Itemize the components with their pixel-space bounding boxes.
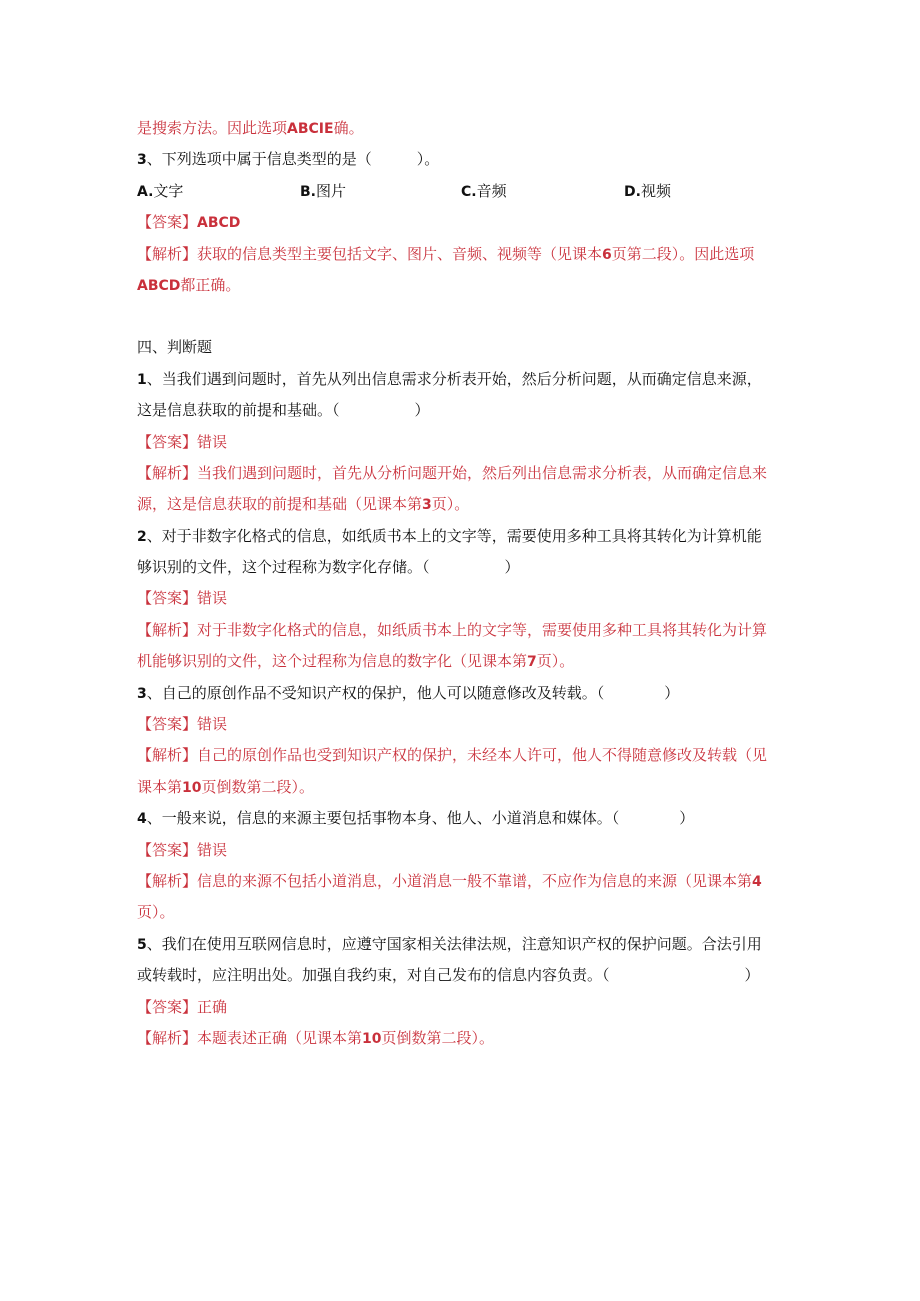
- analysis-text: 源，这是信息获取的前提和基础（见课本第: [137, 495, 423, 514]
- question-number: 4: [137, 811, 147, 828]
- analysis-text: 页第二段）。因此选项: [611, 244, 755, 263]
- tf-analysis-1-line-1: [137, 458, 787, 489]
- option-b: [300, 176, 461, 207]
- option-text: 视频: [640, 181, 671, 200]
- mc-analysis-line-2: [137, 270, 787, 301]
- answer-value: 正确: [197, 997, 228, 1016]
- tf-question-3-line-1: [137, 678, 787, 709]
- analysis-tag: 【解析】: [137, 463, 198, 482]
- tf-question-4-line-1: [137, 803, 787, 834]
- analysis-text: 都正确。: [180, 275, 241, 294]
- tf-answer-4: [137, 835, 787, 866]
- analysis-page-number: 6: [602, 246, 612, 263]
- option-d: [624, 176, 671, 207]
- answer-tag: 【答案】: [137, 213, 198, 232]
- analysis-page-number: 10: [182, 779, 202, 796]
- question-text: 、下列选项中属于信息类型的是（ ）。: [146, 150, 440, 169]
- analysis-text: 页倒数第二段）。: [381, 1028, 495, 1047]
- tf-analysis-2-line-2: [137, 646, 787, 677]
- tf-question-1-line-1: [137, 364, 787, 395]
- question-text: 、一般来说，信息的来源主要包括事物本身、他人、小道消息和媒体。（ ）: [146, 809, 695, 828]
- option-letter: C.: [461, 183, 477, 200]
- tf-analysis-4-line-2: 页）。: [137, 903, 175, 922]
- analysis-options: ABCD: [137, 277, 181, 294]
- option-text: 音频: [476, 181, 507, 200]
- tf-analysis-3-line-1: [137, 740, 787, 771]
- question-number: 3: [137, 685, 147, 702]
- answer-value: 错误: [197, 715, 228, 734]
- question-number: 3: [137, 152, 147, 169]
- fragment-text: 是搜索方法。因此选项: [137, 119, 288, 137]
- analysis-text: 信息的来源不包括小道消息，小道消息一般不靠谱，不应作为信息的来源（见课本第: [197, 871, 753, 890]
- mc-options: [137, 176, 787, 207]
- mc-question-3: [137, 144, 787, 175]
- fragment-text-end: 确。: [333, 119, 364, 137]
- option-letter: A.: [137, 183, 154, 200]
- analysis-text: 当我们遇到问题时，首先从分析问题开始，然后列出信息需求分析表，从而确定信息来: [197, 463, 768, 482]
- option-c: [461, 176, 624, 207]
- tf-analysis-2-line-1: [137, 615, 787, 646]
- tf-analysis-3-line-2: [137, 772, 787, 803]
- option-text: 图片: [316, 181, 347, 200]
- tf-analysis-4-line-1: [137, 866, 787, 897]
- tf-answer-2: [137, 583, 787, 614]
- tf-question-2-line-2: 够识别的文件，这个过程称为数字化存储。（ ）: [137, 558, 520, 577]
- tf-question-5-line-2: 或转载时，应注明出处。加强自我约束，对自己发布的信息内容负责。（ ）: [137, 966, 760, 985]
- analysis-tag: 【解析】: [137, 620, 198, 639]
- analysis-tag: 【解析】: [137, 244, 198, 263]
- fragment-options: ABCIE: [287, 121, 334, 137]
- analysis-text: 获取的信息类型主要包括文字、图片、音频、视频等（见课本: [197, 244, 603, 263]
- question-number: 2: [137, 528, 147, 545]
- analysis-text: 课本第: [137, 777, 183, 796]
- mc-answer: [137, 207, 787, 238]
- tf-analysis-1-line-2: [137, 489, 787, 520]
- tf-question-5-line-1: [137, 929, 787, 960]
- analysis-text: 本题表述正确（见课本第: [197, 1028, 363, 1047]
- question-number: 5: [137, 936, 147, 953]
- analysis-page-number: 7: [527, 654, 537, 671]
- tf-answer-3: [137, 709, 787, 740]
- answer-value: 错误: [197, 589, 228, 608]
- analysis-page-number: 10: [362, 1030, 382, 1047]
- tf-analysis-5-line-1: [137, 1023, 787, 1054]
- section-title: 四、判断题: [137, 338, 213, 357]
- question-text: 、对于非数字化格式的信息，如纸质书本上的文字等，需要使用多种工具将其转化为计算机能: [146, 526, 762, 545]
- answer-tag: 【答案】: [137, 715, 198, 734]
- question-text: 、自己的原创作品不受知识产权的保护，他人可以随意修改及转载。（ ）: [146, 683, 680, 702]
- answer-value: 错误: [197, 840, 228, 859]
- option-text: 文字: [153, 181, 184, 200]
- tf-question-1-line-2: 这是信息获取的前提和基础。（ ）: [137, 401, 430, 420]
- tf-answer-5: [137, 992, 787, 1023]
- question-text: 、我们在使用互联网信息时，应遵守国家相关法律法规，注意知识产权的保护问题。合法引用: [146, 934, 762, 953]
- tf-question-2-line-1: [137, 521, 787, 552]
- answer-tag: 【答案】: [137, 840, 198, 859]
- answer-tag: 【答案】: [137, 997, 198, 1016]
- question-text: 、当我们遇到问题时，首先从列出信息需求分析表开始，然后分析问题，从而确定信息来源，: [146, 369, 762, 388]
- answer-tag: 【答案】: [137, 432, 198, 451]
- spacer: [137, 301, 787, 332]
- analysis-page-number: 3: [422, 497, 432, 514]
- answer-value: 错误: [197, 432, 228, 451]
- analysis-tag: 【解析】: [137, 871, 198, 890]
- analysis-text: 页）。: [536, 652, 575, 671]
- analysis-text: 机能够识别的文件，这个过程称为信息的数字化（见课本第: [137, 652, 528, 671]
- analysis-tag: 【解析】: [137, 746, 198, 765]
- analysis-page-number: 4: [752, 873, 762, 890]
- option-a: [137, 176, 300, 207]
- analysis-text: 自己的原创作品也受到知识产权的保护，未经本人许可，他人不得随意修改及转载（见: [197, 746, 768, 765]
- analysis-tag: 【解析】: [137, 1028, 198, 1047]
- option-letter: B.: [300, 183, 316, 200]
- document-page: [137, 113, 787, 1054]
- analysis-text: 页倒数第二段）。: [201, 777, 315, 796]
- answer-value: ABCD: [197, 215, 241, 232]
- mc-analysis-line-1: [137, 239, 787, 270]
- question-number: 1: [137, 371, 147, 388]
- analysis-text: 对于非数字化格式的信息，如纸质书本上的文字等，需要使用多种工具将其转化为计算: [197, 620, 768, 639]
- tf-answer-1: [137, 427, 787, 458]
- analysis-text: 页）。: [431, 495, 470, 514]
- previous-analysis-fragment: [137, 113, 787, 144]
- answer-tag: 【答案】: [137, 589, 198, 608]
- option-letter: D.: [624, 183, 641, 200]
